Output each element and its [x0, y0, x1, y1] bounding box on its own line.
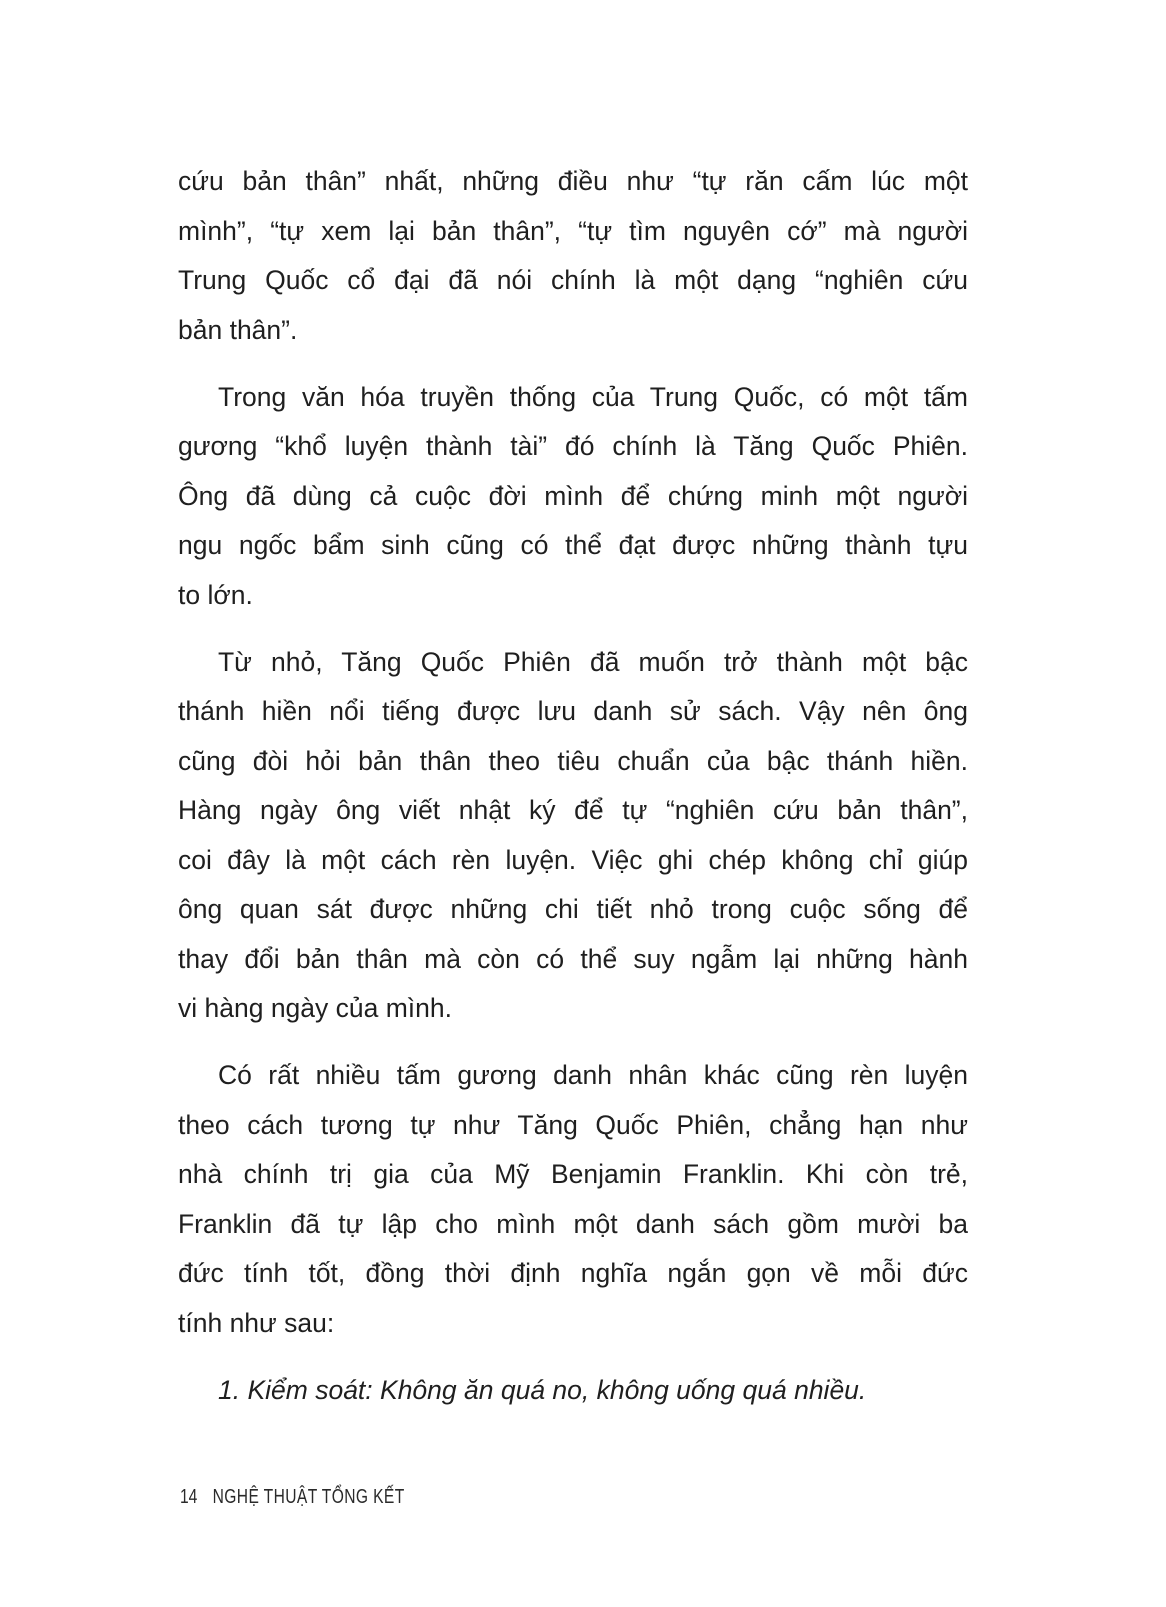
text-line: Có rất nhiều tấm gương danh nhân khác cũng rèn luyện [218, 1060, 968, 1090]
text-line: Trung Quốc cổ đại đã nói chính là một dạng “nghiên cứu [178, 265, 968, 295]
text-line: Trong văn hóa truyền thống của Trung Quốc, có một tấm [218, 381, 968, 412]
text-line: ông quan sát được những chi tiết nhỏ trong cuộc sống để [178, 894, 968, 924]
text-line: bản thân”. [178, 314, 298, 345]
text-line: Từ nhỏ, Tăng Quốc Phiên đã muốn trở thành một bậc [218, 646, 968, 677]
body-text [178, 157, 968, 1433]
paragraph-2 [178, 373, 968, 621]
text-line: vi hàng ngày của mình. [178, 993, 453, 1023]
text-line: nhà chính trị gia của Mỹ Benjamin Franklin. Khi còn trẻ, [178, 1159, 968, 1189]
page-footer [180, 1484, 405, 1510]
text-line: gương “khổ luyện thành tài” đó chính là Tăng Quốc Phiên. [178, 431, 968, 461]
text-line: Ông đã dùng cả cuộc đời mình để chứng minh một người [178, 480, 968, 511]
paragraph-3 [178, 638, 968, 1034]
text-line: thánh hiền nổi tiếng được lưu danh sử sách. Vậy nên ông [178, 696, 968, 726]
running-title: NGHỆ THUẬT TỔNG KẾT [212, 1486, 405, 1508]
text-line: thay đổi bản thân mà còn có thể suy ngẫm lại những hành [178, 943, 968, 974]
text-line: theo cách tương tự như Tăng Quốc Phiên, chẳng hạn như [178, 1109, 968, 1140]
text-line: cứu bản thân” nhất, những điều như “tự răn cấm lúc một [178, 166, 968, 196]
paragraph-4 [178, 1051, 968, 1348]
text-line: Hàng ngày ông viết nhật ký để tự “nghiên cứu bản thân”, [178, 795, 968, 825]
text-line: coi đây là một cách rèn luyện. Việc ghi chép không chỉ giúp [178, 844, 968, 875]
virtue-list [178, 1366, 968, 1416]
text-line: tính như sau: [178, 1307, 335, 1338]
text-line: to lớn. [178, 579, 253, 610]
page-number: 14 [180, 1486, 198, 1508]
list-item: 1. Kiểm soát: Không ăn quá no, không uống quá nhiều. [218, 1374, 867, 1405]
text-line: Franklin đã tự lập cho mình một danh sách gồm mười ba [178, 1208, 968, 1239]
text-line: đức tính tốt, đồng thời định nghĩa ngắn gọn về mỗi đức [178, 1258, 968, 1288]
paragraph-1 [178, 157, 968, 355]
text-line: ngu ngốc bẩm sinh cũng có thể đạt được những thành tựu [178, 530, 968, 560]
text-line: cũng đòi hỏi bản thân theo tiêu chuẩn của bậc thánh hiền. [178, 745, 968, 776]
text-line: mình”, “tự xem lại bản thân”, “tự tìm nguyên cớ” mà người [178, 215, 968, 246]
